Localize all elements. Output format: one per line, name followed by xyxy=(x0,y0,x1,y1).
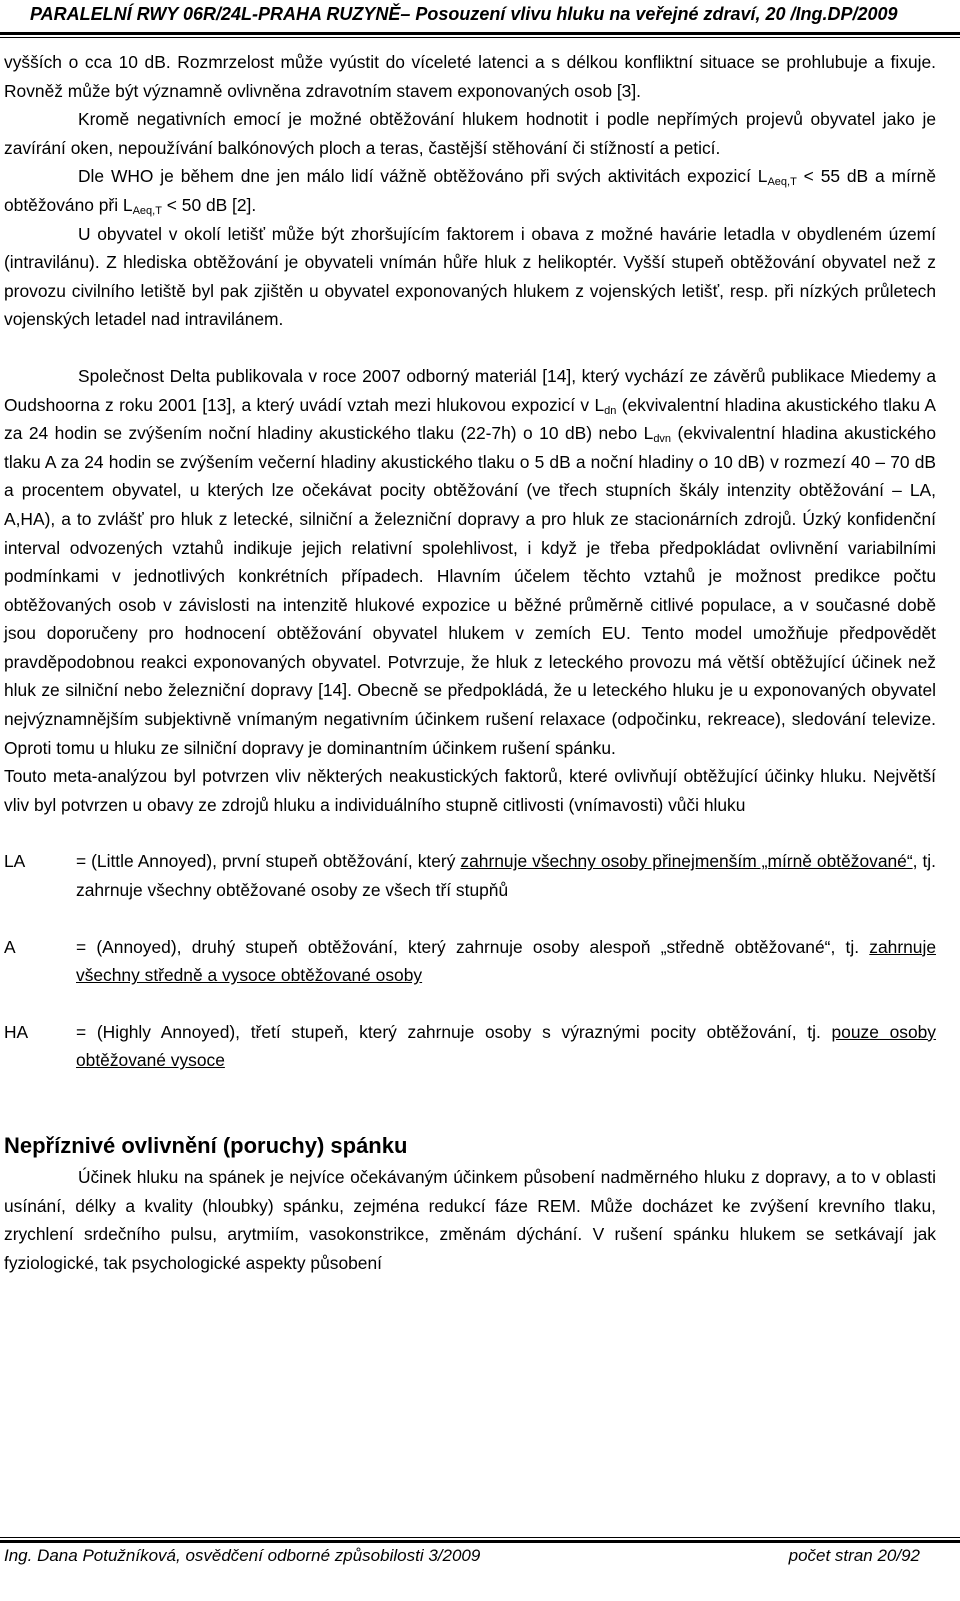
footer-page-count: počet stran 20/92 xyxy=(788,1546,920,1565)
footer-rule xyxy=(0,1540,960,1543)
page-header xyxy=(0,0,960,36)
text-segment: < 55 dB a mírně obtěžováno při L xyxy=(4,166,936,215)
subscript: dn xyxy=(604,404,617,417)
footer-rule-thin xyxy=(0,1537,960,1538)
definition-term: A xyxy=(4,936,16,957)
spacer xyxy=(4,334,936,362)
definition-item-ha xyxy=(4,1018,936,1075)
paragraph-airport-residents: U obyvatel v okolí letišť může být zhoršujícím faktorem i obava z možné havárie letadla v obydleném území (intravilánu). Z hlediska obtěžování je obyvateli vnímán hůře hluk z helikoptér. Vyšší stupeň obtěžování obyvatel než z provozu civilního letiště byl pak zjištěn u obyvatel exponovaných hlukem z vojenských letišť, resp. při nízkých průletech vojenských letadel nad intravilánem. xyxy=(4,223,936,330)
text-segment: Společnost Delta publikovala v roce 2007 odborný materiál [14], který vychází ze závěrů publikace Miedemy a Oudshoorna z roku 2001 [13], a který uvádí vztah mezi hlukovou expozicí v L xyxy=(4,365,936,415)
subscript: Aeq,T xyxy=(767,176,797,189)
text-segment: = (Annoyed), druhý stupeň obtěžování, který zahrnuje osoby alespoň „středně obtěžované“, tj. xyxy=(76,936,870,957)
header-rule xyxy=(0,32,960,35)
spacer xyxy=(4,819,936,847)
definition-list xyxy=(4,847,936,1075)
definition-description xyxy=(76,933,936,990)
text-segment: = (Little Annoyed), první stupeň obtěžování, který xyxy=(76,851,461,872)
text-segment: < 50 dB [2]. xyxy=(161,194,257,215)
paragraph-indirect-effects: Kromě negativních emocí je možné obtěžování hlukem hodnotit i podle nepřímých projevů obyvatel jako je zavírání oken, nepoužívání balkónových ploch a teras, častější stěhování či stížností a peticí. xyxy=(4,109,936,158)
paragraph-delta-study xyxy=(4,362,936,762)
footer-author: Ing. Dana Potužníková, osvědčení odborné způsobilosti 3/2009 xyxy=(4,1546,481,1565)
text-segment: , tj. zahrnuje všechny obtěžované osoby ze všech tří stupňů xyxy=(76,851,936,901)
underlined-text: zahrnuje všechny osoby přinejmenším „mírně obtěžované“ xyxy=(460,851,913,872)
definition-term: LA xyxy=(4,851,26,872)
paragraph-annoyance-latency: vyšších o cca 10 dB. Rozmrzelost může vyústit do víceleté latenci a s délkou konfliktní situace se prohlubuje a fixuje. Rovněž může být významně ovlivněna zdravotním stavem exponovaných osob [3]. xyxy=(4,52,936,101)
header-rule-thin xyxy=(0,37,960,38)
text-segment: (ekvivalentní hladina akustického tlaku A za 24 hodin se zvýšením noční hladiny akustického tlaku (22-7h) o 10 dB) nebo L xyxy=(4,394,936,444)
paragraph-who-limits xyxy=(4,162,936,219)
definition-description xyxy=(76,847,936,904)
definition-description xyxy=(76,1018,936,1075)
definition-item-a xyxy=(4,933,936,990)
section-heading: Nepříznivé ovlivnění (poruchy) spánku xyxy=(4,1133,408,1158)
underlined-text: zahrnuje všechny středně a vysoce obtěžované osoby xyxy=(76,936,936,986)
document-body xyxy=(4,48,936,1277)
definition-term: HA xyxy=(4,1021,29,1042)
header-title: PARALELNÍ RWY 06R/24L-PRAHA RUZYNĚ– Posouzení vlivu hluku na veřejné zdraví, 20 /Ing.DP/2009 xyxy=(30,4,898,24)
paragraph-sleep-effects: Účinek hluku na spánek je nejvíce očekávaným účinkem působení nadměrného hluku z dopravy, a to v oblasti usínání, délky a kvality (hloubky) spánku, zejména redukcí fáze REM. Může docházet ke zvýšení krevního tlaku, zrychlení srdečního pulsu, arytmiím, vasokonstrikce, změnám dýchání. V rušení spánku hlukem se setkávají jak fyziologické, tak psychologické aspekty působení xyxy=(4,1167,936,1273)
paragraph-meta-analysis: Touto meta-analýzou byl potvrzen vliv některých neakustických faktorů, které ovlivňují obtěžující účinky hluku. Největší vliv byl potvrzen u obavy ze zdrojů hluku a individuálního stupně citlivosti (vnímavosti) vůči hluku xyxy=(4,766,936,815)
definition-item-la xyxy=(4,847,936,904)
text-segment: = (Highly Annoyed), třetí stupeň, který zahrnuje osoby s výraznými pocity obtěžování, tj. xyxy=(76,1021,832,1042)
text-segment: Dle WHO je během dne jen málo lidí vážně obtěžováno při svých aktivitách expozicí L xyxy=(78,166,768,187)
subscript: dvn xyxy=(653,433,672,446)
text-segment: (ekvivalentní hladina akustického tlaku A za 24 hodin se zvýšením večerní hladiny akustického tlaku o 5 dB a noční hladiny o 10 dB) v rozmezí 40 – 70 dB a procentem obyvatel, u kterých lze očekávat pocity obtěžování (ve třech stupních škály intenzity obtěžování – LA, A,HA), a to zvlášť pro hluk z letecké, silniční a železniční dopravy a pro hluk ze stacionárních zdrojů. Úzký konfidenční interval odvozených vztahů indikuje jejich relativní spolehlivost, i když je třeba předpokládat ovlivnění variabilními podmínkami v jednotlivých konkrétních případech. Hlavním účelem těchto vztahů je možnost predikce počtu obtěžovaných osob v závislosti na intenzitě hlukové expozice u běžné průměrně citlivé populace, a v současné době jsou doporučeny pro hodnocení obtěžování obyvatel hlukem v zemích EU. Tento model umožňuje předpovědět pravděpodobnou reakci exponovaných obyvatel. Potvrzuje, že hluk z leteckého provozu má větší obtěžující účinek než hluk ze silniční nebo železniční dopravy [14]. Obecně se předpokládá, že u leteckého hluku je u exponovaných obyvatel nejvýznamnějším subjektivně vnímaným negativním účinkem rušení relaxace (odpočinku, rekreace), sledování televize. Oproti tomu u hluku ze silniční dopravy je dominantním účinkem rušení spánku. xyxy=(4,423,937,758)
underlined-text: pouze osoby obtěžované vysoce xyxy=(76,1021,937,1071)
subscript: Aeq,T xyxy=(132,204,162,217)
